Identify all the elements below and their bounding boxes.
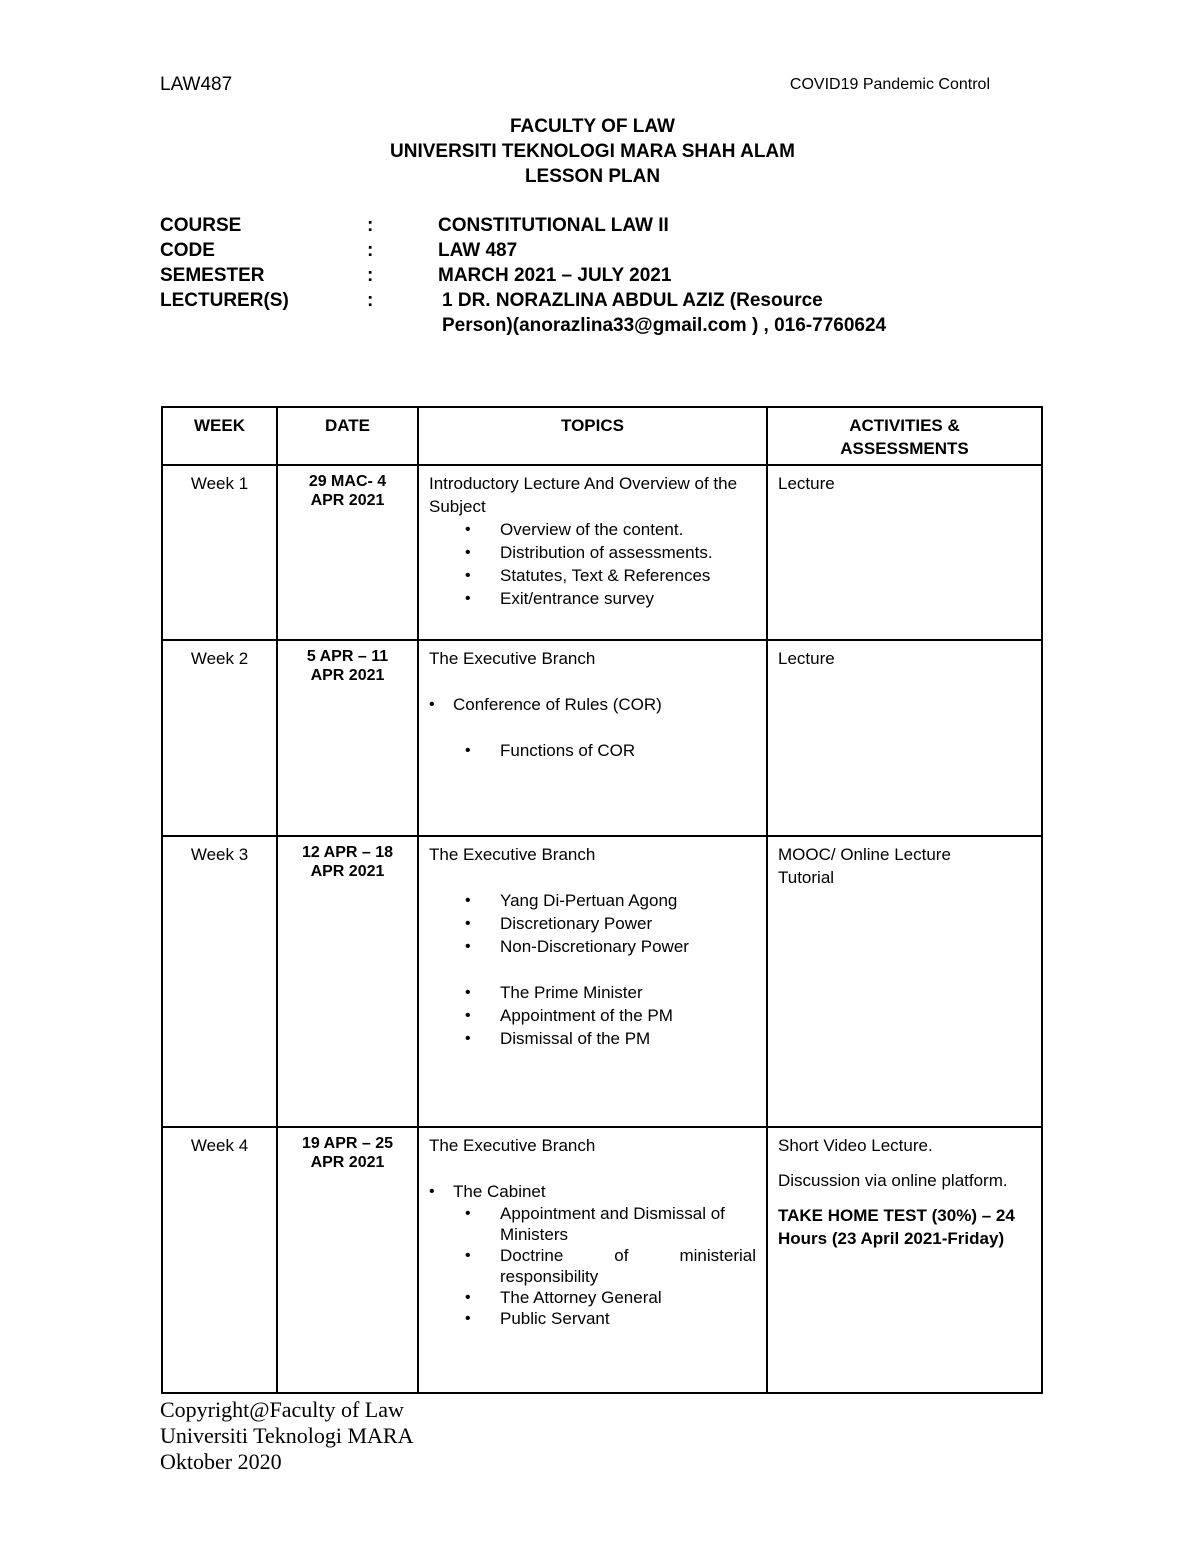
date-line1: 5 APR – 11 bbox=[306, 648, 389, 665]
topic-bullets bbox=[429, 1180, 756, 1203]
running-header-note: COVID19 Pandemic Control bbox=[789, 76, 990, 93]
topic-sub-bullets bbox=[429, 1203, 756, 1329]
semester-value: MARCH 2021 – JULY 2021 bbox=[438, 265, 672, 286]
activity-line1: Short Video Lecture. bbox=[778, 1136, 933, 1155]
topic-title: The Executive Branch bbox=[429, 1136, 596, 1155]
date-cell bbox=[277, 465, 418, 640]
topic-title: The Executive Branch bbox=[429, 649, 596, 668]
activity-line1: MOOC/ Online Lecture bbox=[778, 845, 951, 864]
footer-line1: Copyright@Faculty of Law bbox=[160, 1397, 404, 1422]
table-header-row bbox=[162, 407, 1042, 465]
lesson-plan-title: LESSON PLAN bbox=[524, 166, 661, 187]
topic-title: Introductory Lecture And Overview of the Subject bbox=[429, 474, 738, 516]
week-cell: Week 2 bbox=[162, 640, 277, 836]
colon: : bbox=[367, 240, 374, 261]
copyright-footer bbox=[160, 1397, 414, 1475]
list-item: • The Prime Minister bbox=[429, 981, 756, 1004]
activity-cell: Lecture bbox=[767, 640, 1042, 836]
header-activities bbox=[767, 407, 1042, 465]
footer-line2: Universiti Teknologi MARA bbox=[160, 1423, 414, 1448]
date-line2: APR 2021 bbox=[310, 492, 385, 509]
topic-cell bbox=[418, 836, 767, 1127]
header-week: WEEK bbox=[162, 407, 277, 465]
table-row bbox=[162, 465, 1042, 640]
topic-bullets bbox=[429, 693, 756, 716]
list-item: • Conference of Rules (COR) bbox=[429, 693, 756, 716]
course-label: COURSE bbox=[160, 215, 242, 236]
list-item: • Exit/entrance survey bbox=[429, 587, 756, 610]
list-item: • The Cabinet bbox=[429, 1180, 756, 1203]
date-line2: APR 2021 bbox=[310, 667, 385, 684]
list-item: • Doctrine of ministerial responsibility bbox=[429, 1245, 756, 1287]
topic-bullets-pm bbox=[429, 981, 756, 1050]
lecturer-value-line2: Person)(anorazlina33@gmail.com ) , 016-7760624 bbox=[442, 315, 887, 336]
date-line2: APR 2021 bbox=[310, 863, 385, 880]
university-title: UNIVERSITI TEKNOLOGI MARA SHAH ALAM bbox=[390, 141, 795, 162]
colon: : bbox=[367, 265, 374, 286]
date-cell bbox=[277, 836, 418, 1127]
list-item: • Distribution of assessments. bbox=[429, 541, 756, 564]
activity-cell bbox=[767, 836, 1042, 1127]
activity-cell: Lecture bbox=[767, 465, 1042, 640]
colon: : bbox=[367, 215, 374, 236]
lecturer-value-line1: 1 DR. NORAZLINA ABDUL AZIZ (Resource bbox=[442, 290, 823, 311]
date-line2: APR 2021 bbox=[310, 1154, 385, 1171]
topic-cell bbox=[418, 465, 767, 640]
header-topics: TOPICS bbox=[418, 407, 767, 465]
list-item: • Non-Discretionary Power bbox=[429, 935, 756, 958]
colon: : bbox=[367, 290, 374, 311]
activity-line2: Tutorial bbox=[778, 868, 835, 887]
lecturer-label: LECTURER(S) bbox=[160, 290, 289, 311]
topic-sub-bullets bbox=[429, 739, 756, 762]
header-activities-line1: ACTIVITIES & bbox=[849, 416, 960, 435]
topic-cell bbox=[418, 1127, 767, 1393]
topic-title: The Executive Branch bbox=[429, 845, 596, 864]
code-label: CODE bbox=[160, 240, 215, 261]
week-cell: Week 3 bbox=[162, 836, 277, 1127]
lesson-plan-table bbox=[161, 406, 1043, 1394]
list-item: • Statutes, Text & References bbox=[429, 564, 756, 587]
semester-label: SEMESTER bbox=[160, 265, 265, 286]
list-item: • Appointment and Dismissal of Ministers bbox=[429, 1203, 756, 1245]
list-item: • Functions of COR bbox=[429, 739, 756, 762]
header-activities-line2: ASSESSMENTS bbox=[840, 439, 969, 458]
date-cell bbox=[277, 640, 418, 836]
week-cell: Week 1 bbox=[162, 465, 277, 640]
table-row bbox=[162, 836, 1042, 1127]
list-item: • Discretionary Power bbox=[429, 912, 756, 935]
activity-cell bbox=[767, 1127, 1042, 1393]
code-value: LAW 487 bbox=[438, 240, 518, 261]
faculty-title: FACULTY OF LAW bbox=[509, 116, 675, 137]
list-item: • Appointment of the PM bbox=[429, 1004, 756, 1027]
running-header-course-code: LAW487 bbox=[160, 74, 233, 95]
take-home-test: TAKE HOME TEST (30%) – 24 Hours (23 April 2021-Friday) bbox=[778, 1206, 1015, 1248]
course-value: CONSTITUTIONAL LAW II bbox=[438, 215, 669, 236]
topic-cell bbox=[418, 640, 767, 836]
list-item: • Public Servant bbox=[429, 1308, 756, 1329]
table-row bbox=[162, 1127, 1042, 1393]
date-cell bbox=[277, 1127, 418, 1393]
list-item: • Yang Di-Pertuan Agong bbox=[429, 889, 756, 912]
date-line1: 12 APR – 18 bbox=[301, 844, 393, 861]
activity-line2: Discussion via online platform. bbox=[778, 1171, 1008, 1190]
list-item: • Dismissal of the PM bbox=[429, 1027, 756, 1050]
document-titles bbox=[0, 114, 1185, 189]
list-item: • The Attorney General bbox=[429, 1287, 756, 1308]
header-date: DATE bbox=[277, 407, 418, 465]
week-cell: Week 4 bbox=[162, 1127, 277, 1393]
footer-line3: Oktober 2020 bbox=[160, 1449, 282, 1474]
date-line1: 19 APR – 25 bbox=[301, 1135, 393, 1152]
topic-bullets bbox=[429, 889, 756, 958]
topic-bullets bbox=[429, 518, 756, 610]
date-line1: 29 MAC- 4 bbox=[308, 473, 387, 490]
table-row bbox=[162, 640, 1042, 836]
list-item: • Overview of the content. bbox=[429, 518, 756, 541]
